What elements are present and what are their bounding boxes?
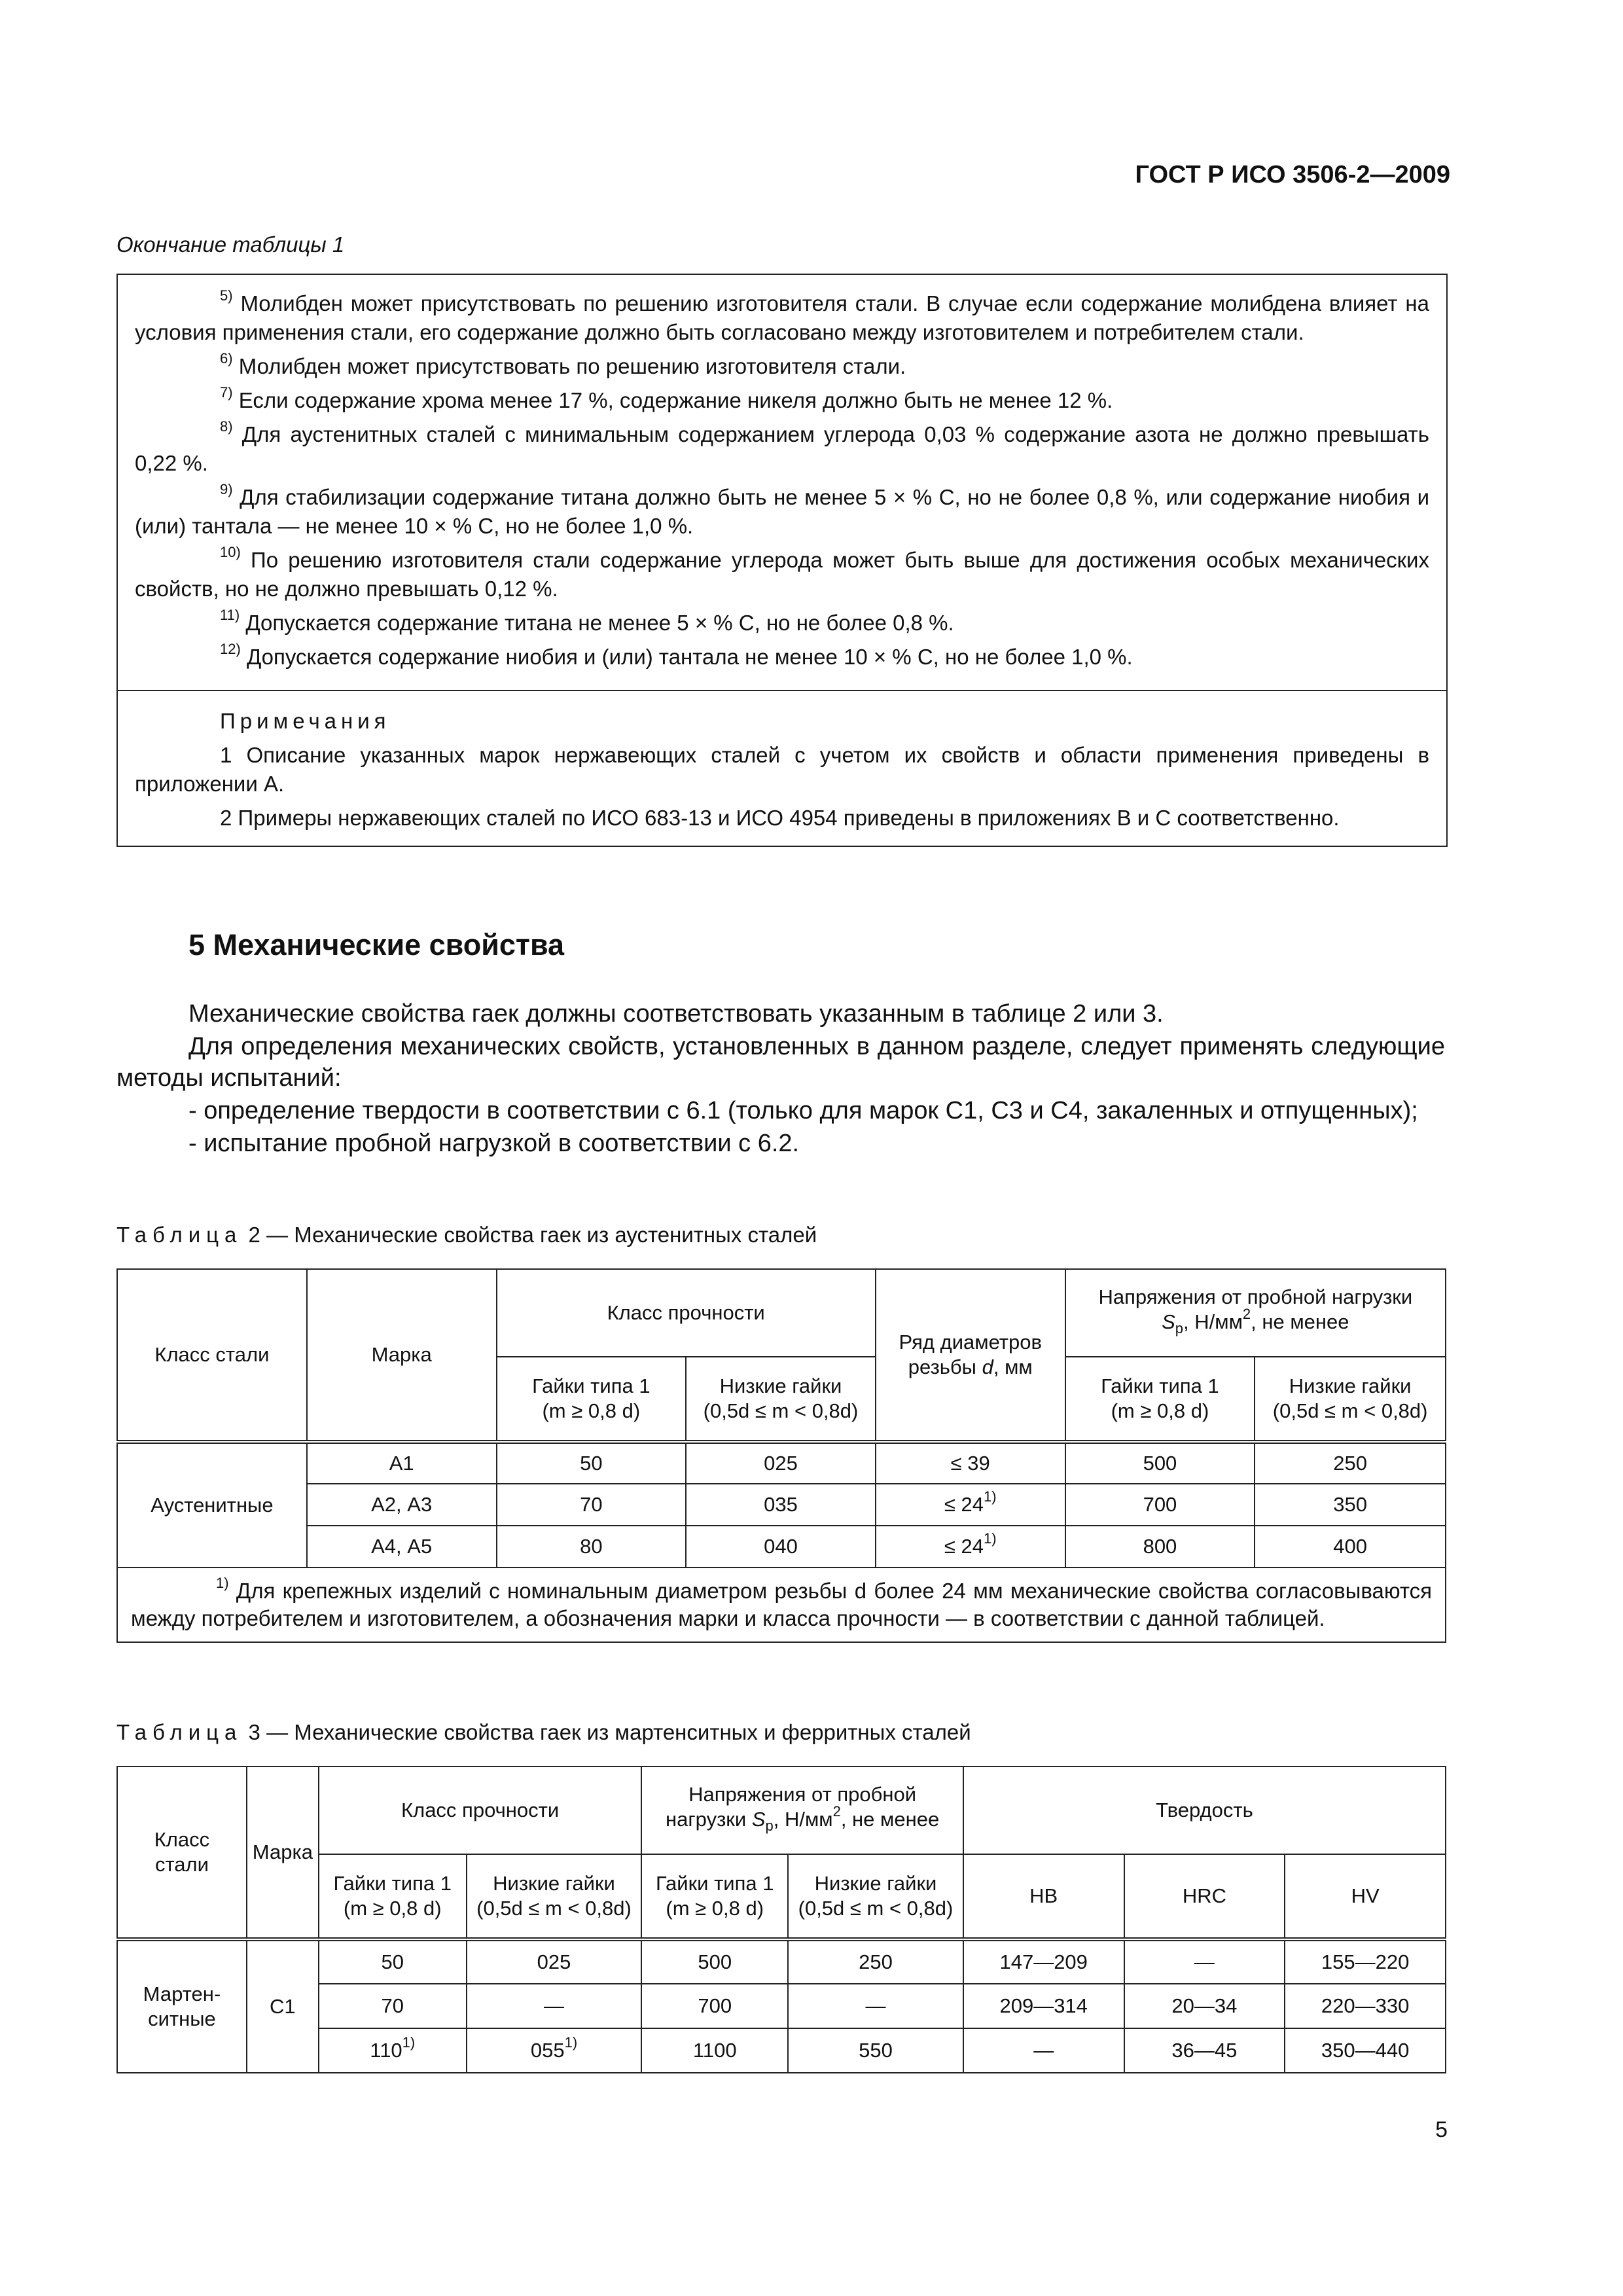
t3-grade: С1 [247,1939,319,2073]
cell-s1: 500 [641,1939,788,1984]
table-row [117,1526,1446,1568]
t2-sub-stress-low: Низкие гайки (0,5d ≤ m < 0,8d) [1255,1357,1446,1442]
cell-hrc: 36—45 [1124,2028,1285,2073]
note-2: 2 Примеры нержавеющих сталей по ИСО 683-13 и ИСО 4954 приведены в приложениях В и С соответственно. [220,806,1340,830]
cell-grade: А2, А3 [307,1484,497,1526]
table-row [117,1939,1446,1984]
t3-sub-type1: Гайки типа 1 (m ≥ 0,8 d) [319,1854,467,1939]
t3-sub-stress-type1: Гайки типа 1 (m ≥ 0,8 d) [641,1854,788,1939]
table2 [116,1268,1446,1643]
cell-s1: 700 [1065,1484,1255,1526]
cell-grade: А1 [307,1442,497,1484]
cell-low: 040 [686,1526,876,1568]
cell-diam: ≤ $24^{1)}$ [876,1526,1065,1568]
footnote-9: $^{9)}$ Для стабилизации содержание титана должно быть не менее 5 × % С, но не более 0,8 %, или содержание ниобия и (или) тантала — не менее 10 × % С, но не более 1,0 %. [135,481,1429,538]
t2-sub-type1: Гайки типа 1 (m ≥ 0,8 d) [497,1357,687,1442]
cell-t1: 50 [319,1939,467,1984]
note-1: 1 Описание указанных марок нержавеющих сталей с учетом их свойств и области применения приведены в приложении А. [135,743,1429,796]
footnote-5: $^{5)}$ Молибден может присутствовать по решению изготовителя стали. В случае если содержание молибдена влияет на условия применения стали, его содержание должно быть согласовано между изготовителем и потребителем стали. [135,287,1429,344]
section-body [116,998,1445,1160]
cell-low: 035 [686,1484,876,1526]
table1-notes [118,691,1446,846]
table-row [117,1484,1446,1526]
cell-s1: 800 [1065,1526,1255,1568]
cell-grade: А4, А5 [307,1526,497,1568]
t2-group: Аустенитные [117,1442,307,1568]
cell-slow: 550 [788,2028,963,2073]
cell-t1: 80 [497,1526,687,1568]
t2-header-diam: Ряд диаметров резьбы d, мм [876,1269,1065,1442]
page-number: 5 [1435,2117,1448,2142]
cell-low: 055$^{1)}$ [467,2028,642,2073]
t3-header-hardness: Твердость [963,1767,1446,1854]
t2-header-grade: Марка [307,1269,497,1442]
cell-low: 025 [467,1939,642,1984]
paragraph-2: Для определения механических свойств, установленных в данном разделе, следует применять следующие методы испытаний: [116,1033,1445,1092]
cell-hb: 209—314 [963,1984,1124,2028]
cell-t1: 50 [497,1442,687,1484]
cell-low: 025 [686,1442,876,1484]
table-continuation-caption: Окончание таблицы 1 [116,232,345,257]
t3-sub-stress-low: Низкие гайки (0,5d ≤ m < 0,8d) [788,1854,963,1939]
footnote-10: $^{10)}$ По решению изготовителя стали содержание углерода может быть выше для достижения особых механических свойств, но не должно превышать 0,12 %. [135,544,1429,601]
t3-header-strength: Класс прочности [319,1767,642,1854]
paragraph-3: - определение твердости в соответствии с 6.1 (только для марок С1, С3 и С4, закаленных и отпущенных); [188,1097,1418,1124]
cell-hv: 220—330 [1285,1984,1446,2028]
cell-hrc: — [1124,1939,1285,1984]
t3-sub-hv: HV [1285,1854,1446,1939]
t3-header-class-steel: Класс стали [117,1767,247,1939]
cell-slow: 250 [1255,1442,1446,1484]
t3-sub-hrc: HRC [1124,1854,1285,1939]
cell-slow: 250 [788,1939,963,1984]
cell-hv: 155—220 [1285,1939,1446,1984]
footnote-6: $^{6)}$ Молибден может присутствовать по решению изготовителя стали. [220,350,906,378]
cell-t1: 70 [319,1984,467,2028]
t3-sub-low: Низкие гайки (0,5d ≤ m < 0,8d) [467,1854,642,1939]
t2-footnote: $^{1)}$ Для крепежных изделий с номинальным диаметром резьбы d более 24 мм механические свойства согласовываются между потребителем и изготовителем, а обозначения марки и класса прочности — в соответствии с данной таблицей. [117,1568,1446,1642]
footnote-12: $^{12)}$ Допускается содержание ниобия и (или) тантала не менее 10 × % С, но не более 1,0 %. [220,641,1133,669]
notes-title: Примечания [220,709,391,733]
cell-hv: 350—440 [1285,2028,1446,2073]
cell-s1: 700 [641,1984,788,2028]
document-header: ГОСТ Р ИСО 3506-2—2009 [1135,161,1450,188]
paragraph-4: - испытание пробной нагрузкой в соответствии с 6.2. [188,1130,800,1157]
t3-header-grade: Марка [247,1767,319,1939]
cell-diam: ≤ $24^{1)}$ [876,1484,1065,1526]
table1-footnotes [118,275,1446,691]
t2-header-class-steel: Класс стали [117,1269,307,1442]
cell-hb: 147—209 [963,1939,1124,1984]
t3-sub-hb: НВ [963,1854,1124,1939]
cell-hrc: 20—34 [1124,1984,1285,2028]
table3-caption: Таблица 3 — Механические свойства гаек из мартенситных и ферритных сталей [116,1720,971,1744]
cell-t1: 110$^{1)}$ [319,2028,467,2073]
table1-end-box [116,274,1448,847]
t2-header-strength: Класс прочности [497,1269,876,1357]
paragraph-1: Механические свойства гаек должны соответствовать указанным в таблице 2 или 3. [188,1000,1164,1028]
cell-hb: — [963,2028,1124,2073]
cell-s1: 500 [1065,1442,1255,1484]
cell-t1: 70 [497,1484,687,1526]
cell-low: — [467,1984,642,2028]
t3-group: Мартен- ситные [117,1939,247,2073]
section-title: 5 Механические свойства [188,928,565,961]
footnote-7: $^{7)}$ Если содержание хрома менее 17 %, содержание никеля должно быть не менее 12 %. [220,384,1113,412]
t2-header-stress: Напряжения от пробной нагрузки $S_р$, $Н/мм^2$, не менее [1065,1269,1446,1357]
table-row [117,1442,1446,1484]
cell-diam: ≤ 39 [876,1442,1065,1484]
cell-slow: 400 [1255,1526,1446,1568]
footnote-8: $^{8)}$ Для аустенитных сталей с минимальным содержанием углерода 0,03 % содержание азота не должно превышать 0,22 %. [135,418,1429,475]
t3-header-stress: Напряжения от пробной нагрузки $S_р$, $Н/мм^2$, не менее [641,1767,963,1854]
cell-s1: 1100 [641,2028,788,2073]
footnote-11: $^{11)}$ Допускается содержание титана не менее 5 × % С, но не более 0,8 %. [220,607,954,635]
t2-sub-low: Низкие гайки (0,5d ≤ m < 0,8d) [686,1357,876,1442]
table2-caption: Таблица 2 — Механические свойства гаек из аустенитных сталей [116,1223,817,1247]
t2-sub-stress-type1: Гайки типа 1 (m ≥ 0,8 d) [1065,1357,1255,1442]
table3 [116,1766,1446,2073]
cell-slow: 350 [1255,1484,1446,1526]
cell-slow: — [788,1984,963,2028]
